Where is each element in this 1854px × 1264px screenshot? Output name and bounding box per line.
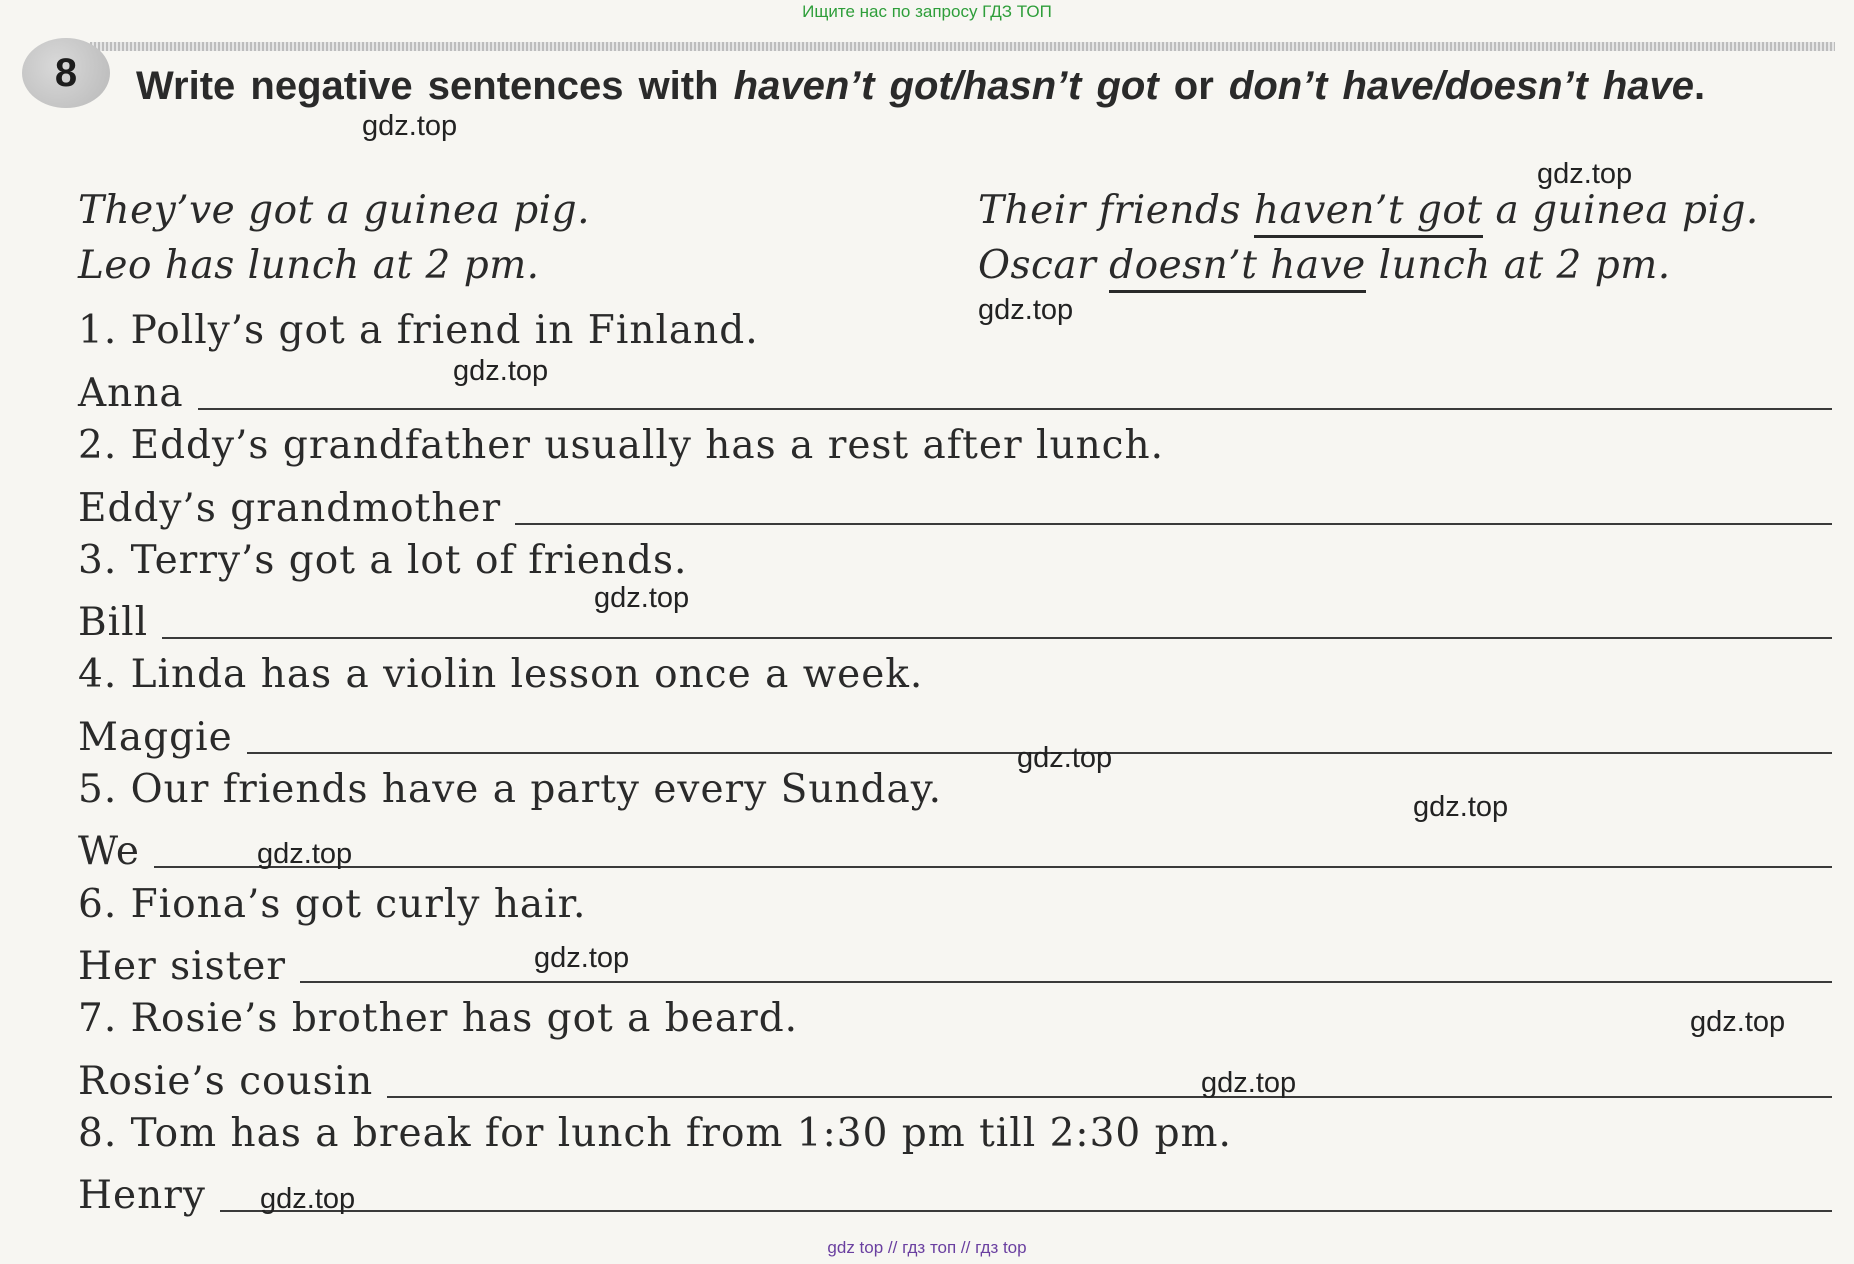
answer-blank-2[interactable] bbox=[515, 523, 1832, 525]
exercise-instruction bbox=[136, 64, 1836, 108]
answer-row-4[interactable] bbox=[78, 712, 1832, 760]
instruction-or: or bbox=[1173, 64, 1214, 108]
exercise-item-8: 8. Tom has a break for lunch from 1:30 pm till 2:30 pm. bbox=[78, 1111, 1232, 1156]
watermark: gdz.top bbox=[594, 582, 690, 614]
answer-row-1[interactable] bbox=[78, 368, 1832, 416]
example-answer-1-underlined: haven’t got bbox=[1254, 188, 1483, 238]
answer-blank-1[interactable] bbox=[198, 408, 1832, 410]
watermark: gdz.top bbox=[362, 110, 458, 142]
answer-blank-8[interactable] bbox=[220, 1210, 1832, 1212]
exercise-item-7: 7. Rosie’s brother has got a beard. bbox=[78, 996, 799, 1041]
instruction-end: . bbox=[1694, 64, 1706, 108]
answer-row-3[interactable] bbox=[78, 597, 1832, 645]
answer-row-7[interactable] bbox=[78, 1056, 1832, 1104]
example-answer-1 bbox=[978, 188, 1759, 233]
watermark: gdz.top bbox=[1201, 1067, 1297, 1099]
example-prompt-1: They’ve got a guinea pig. bbox=[78, 188, 591, 233]
answer-subject-4: Maggie bbox=[78, 715, 233, 760]
answer-blank-6[interactable] bbox=[300, 981, 1832, 983]
example-answer-1-end: a guinea pig. bbox=[1495, 188, 1759, 233]
example-answer-2-underlined: doesn’t have bbox=[1109, 243, 1366, 293]
example-answer-2-start: Oscar bbox=[978, 243, 1097, 288]
watermark: gdz.top bbox=[260, 1183, 356, 1215]
example-answer-2 bbox=[978, 243, 1671, 288]
answer-subject-8: Henry bbox=[78, 1173, 206, 1218]
instruction-text: Write negative sentences with bbox=[136, 64, 719, 108]
exercise-item-6: 6. Fiona’s got curly hair. bbox=[78, 882, 587, 927]
watermark: gdz.top bbox=[453, 355, 549, 387]
instruction-form-1: haven’t got/hasn’t got bbox=[733, 64, 1159, 108]
example-answer-2-end: lunch at 2 pm. bbox=[1378, 243, 1671, 288]
answer-row-6[interactable] bbox=[78, 941, 1832, 989]
answer-subject-5: We bbox=[78, 829, 140, 874]
watermark: gdz.top bbox=[257, 838, 353, 870]
answer-subject-6: Her sister bbox=[78, 944, 287, 989]
exercise-item-4: 4. Linda has a violin lesson once a week. bbox=[78, 652, 924, 697]
top-banner: Ищите нас по запросу ГДЗ ТОП bbox=[802, 2, 1052, 21]
watermark: gdz.top bbox=[978, 294, 1074, 326]
answer-subject-3: Bill bbox=[78, 600, 149, 645]
watermark: gdz.top bbox=[1413, 791, 1509, 823]
footer-links: gdz top // гдз топ // гдз top bbox=[827, 1238, 1027, 1257]
answer-blank-5[interactable] bbox=[154, 866, 1832, 868]
answer-blank-3[interactable] bbox=[162, 637, 1832, 639]
answer-subject-2: Eddy’s grandmother bbox=[78, 486, 502, 531]
example-answer-1-start: Their friends bbox=[978, 188, 1241, 233]
exercise-item-1: 1. Polly’s got a friend in Finland. bbox=[78, 308, 759, 353]
exercise-item-3: 3. Terry’s got a lot of friends. bbox=[78, 538, 688, 583]
instruction-form-2: don’t have/doesn’t have bbox=[1228, 64, 1695, 108]
watermark: gdz.top bbox=[1537, 158, 1633, 190]
answer-blank-7[interactable] bbox=[387, 1096, 1832, 1098]
watermark: gdz.top bbox=[1690, 1006, 1786, 1038]
exercise-number-badge bbox=[22, 38, 110, 108]
exercise-item-2: 2. Eddy’s grandfather usually has a rest after lunch. bbox=[78, 423, 1165, 468]
header-rule bbox=[90, 42, 1835, 51]
answer-subject-7: Rosie’s cousin bbox=[78, 1059, 374, 1104]
watermark: gdz.top bbox=[1017, 742, 1113, 774]
example-prompt-2: Leo has lunch at 2 pm. bbox=[78, 243, 540, 288]
answer-row-2[interactable] bbox=[78, 483, 1832, 531]
answer-subject-1: Anna bbox=[78, 371, 184, 416]
watermark: gdz.top bbox=[534, 942, 630, 974]
exercise-item-5: 5. Our friends have a party every Sunday. bbox=[78, 767, 943, 812]
exercise-number: 8 bbox=[54, 50, 78, 95]
